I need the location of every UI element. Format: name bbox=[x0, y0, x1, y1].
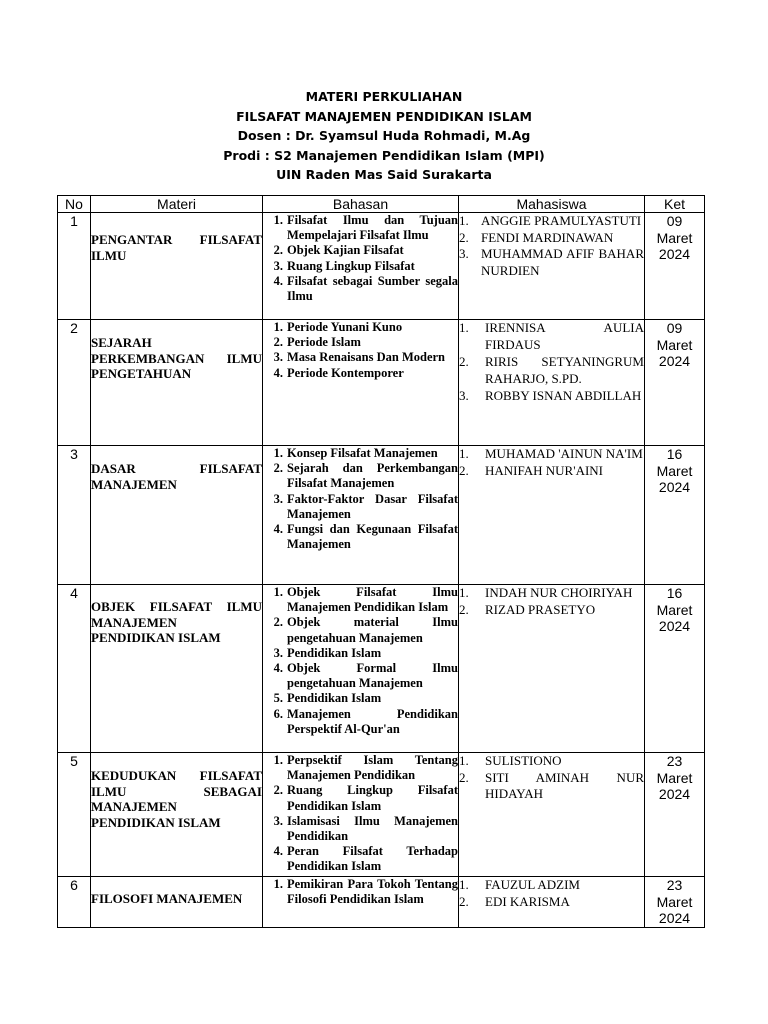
ket-day: 23 bbox=[666, 753, 683, 769]
bahasan-list bbox=[263, 877, 458, 907]
mahasiswa-list bbox=[459, 753, 644, 803]
ket-month: Maret bbox=[656, 893, 693, 910]
list-item: 3. Masa Renaisans Dan Modern bbox=[273, 350, 445, 365]
ket-month: Maret bbox=[656, 229, 693, 246]
ket-day: 16 bbox=[666, 446, 683, 462]
list-item: 4. Fungsi dan Kegunaan Filsafat Manajemen bbox=[273, 522, 458, 552]
header-university: UIN Raden Mas Said Surakarta bbox=[276, 167, 492, 182]
list-item: 2. RIRIS SETYANINGRUM RAHARJO, S.PD. bbox=[459, 354, 644, 386]
materi-title: OBJEK FILSAFAT ILMU MANAJEMEN PENDIDIKAN ISLAM bbox=[91, 599, 262, 645]
materi-title: SEJARAH PERKEMBANGAN ILMU PENGETAHUAN bbox=[91, 335, 262, 381]
table-row bbox=[58, 320, 705, 446]
list-item: 3. Pendidikan Islam bbox=[273, 645, 382, 660]
bahasan-cell bbox=[263, 320, 459, 446]
list-item: 6. Manajemen Pendidikan Perspektif Al-Qur'an bbox=[273, 706, 458, 736]
bahasan-cell bbox=[263, 213, 459, 320]
mahasiswa-cell bbox=[459, 213, 645, 320]
ket-year: 2024 bbox=[658, 353, 691, 369]
list-item: 2. HANIFAH NUR'AINI bbox=[459, 462, 604, 478]
ket-month: Maret bbox=[656, 601, 693, 618]
mahasiswa-list bbox=[459, 320, 644, 405]
materi-title: FILOSOFI MANAJEMEN bbox=[91, 891, 243, 906]
list-item: 1. Objek Filsafat Ilmu Manajemen Pendidikan Islam bbox=[273, 585, 458, 615]
list-item: 3. Faktor-Faktor Dasar Filsafat Manajemen bbox=[273, 491, 458, 521]
row-number: 5 bbox=[58, 753, 91, 877]
ket-year: 2024 bbox=[658, 910, 691, 926]
list-item: 2. SITI AMINAH NUR HIDAYAH bbox=[459, 769, 644, 802]
row-number: 6 bbox=[58, 877, 91, 928]
column-header-bahasan: Bahasan bbox=[263, 196, 459, 213]
list-item: 1. FAUZUL ADZIM bbox=[459, 877, 580, 892]
list-item: 3. MUHAMMAD AFIF BAHAR NURDIEN bbox=[459, 246, 644, 278]
header-program: Prodi : S2 Manajemen Pendidikan Islam (MPI) bbox=[223, 147, 545, 163]
list-item: 2. EDI KARISMA bbox=[459, 893, 570, 909]
ket-year: 2024 bbox=[658, 618, 691, 634]
ket-day: 09 bbox=[666, 213, 683, 229]
row-number: 4 bbox=[58, 585, 91, 753]
mahasiswa-list bbox=[459, 877, 644, 910]
ket-month: Maret bbox=[656, 462, 693, 479]
ket-day: 23 bbox=[666, 877, 683, 893]
header-title: MATERI PERKULIAHAN bbox=[305, 89, 463, 104]
list-item: 4. Filsafat sebagai Sumber segala Ilmu bbox=[273, 273, 458, 304]
bahasan-cell bbox=[263, 446, 459, 585]
materi-title: KEDUDUKAN FILSAFAT ILMU SEBAGAI MANAJEMEN PENDIDIKAN ISLAM bbox=[91, 768, 262, 830]
bahasan-list bbox=[263, 753, 458, 875]
mahasiswa-list bbox=[459, 213, 644, 279]
ket-month: Maret bbox=[656, 336, 693, 353]
table-row bbox=[58, 585, 705, 753]
column-header-mahasiswa: Mahasiswa bbox=[459, 196, 645, 213]
list-item: 2. Objek material Ilmu pengetahuan Manajemen bbox=[273, 615, 458, 645]
list-item: 1. SULISTIONO bbox=[459, 753, 562, 768]
bahasan-list bbox=[263, 320, 458, 381]
ket-cell bbox=[645, 753, 705, 877]
materi-cell bbox=[91, 320, 263, 446]
ket-cell bbox=[645, 446, 705, 585]
bahasan-cell bbox=[263, 877, 459, 928]
ket-cell bbox=[645, 320, 705, 446]
table-header-row bbox=[58, 196, 705, 213]
row-number: 3 bbox=[58, 446, 91, 585]
ket-month: Maret bbox=[656, 769, 693, 786]
list-item: 1. Perpsektif Islam Tentang Manajemen Pendidikan bbox=[273, 753, 458, 783]
row-number: 1 bbox=[58, 213, 91, 320]
materi-title: DASAR FILSAFAT MANAJEMEN bbox=[91, 461, 262, 492]
bahasan-list bbox=[263, 213, 458, 304]
materi-cell bbox=[91, 213, 263, 320]
ket-year: 2024 bbox=[658, 479, 691, 495]
ket-day: 16 bbox=[666, 585, 683, 601]
list-item: 2. FENDI MARDINAWAN bbox=[459, 229, 614, 245]
list-item: 2. Sejarah dan Perkembangan Filsafat Manajemen bbox=[273, 461, 458, 491]
course-schedule-table bbox=[57, 195, 705, 928]
bahasan-cell bbox=[263, 585, 459, 753]
list-item: 1. Periode Yunani Kuno bbox=[273, 320, 403, 334]
materi-cell bbox=[91, 585, 263, 753]
ket-year: 2024 bbox=[658, 246, 691, 262]
list-item: 1. INDAH NUR CHOIRIYAH bbox=[459, 585, 633, 600]
ket-cell bbox=[645, 213, 705, 320]
mahasiswa-cell bbox=[459, 585, 645, 753]
mahasiswa-cell bbox=[459, 877, 645, 928]
bahasan-list bbox=[263, 446, 458, 552]
list-item: 4. Periode Kontemporer bbox=[273, 365, 404, 380]
table-row bbox=[58, 753, 705, 877]
mahasiswa-cell bbox=[459, 446, 645, 585]
column-header-no: No bbox=[58, 196, 91, 213]
list-item: 4. Peran Filsafat Terhadap Pendidikan Islam bbox=[273, 844, 458, 874]
bahasan-list bbox=[263, 585, 458, 737]
list-item: 1. MUHAMAD 'AINUN NA'IM bbox=[459, 446, 643, 461]
list-item: 1. Konsep Filsafat Manajemen bbox=[273, 446, 438, 460]
column-header-ket: Ket bbox=[645, 196, 705, 213]
materi-cell bbox=[91, 446, 263, 585]
ket-day: 09 bbox=[666, 320, 683, 336]
ket-cell bbox=[645, 877, 705, 928]
list-item: 2. Periode Islam bbox=[273, 335, 361, 350]
list-item: 2. Ruang Lingkup Filsafat Pendidikan Islam bbox=[273, 783, 458, 813]
list-item: 2. Objek Kajian Filsafat bbox=[273, 243, 404, 258]
table-row bbox=[58, 877, 705, 928]
list-item: 1. Filsafat Ilmu dan Tujuan Mempelajari Filsafat Ilmu bbox=[273, 213, 458, 243]
list-item: 1. Pemikiran Para Tokoh Tentang Filosofi Pendidikan Islam bbox=[273, 877, 458, 907]
row-number: 2 bbox=[58, 320, 91, 446]
list-item: 5. Pendidikan Islam bbox=[273, 691, 382, 706]
materi-cell bbox=[91, 877, 263, 928]
list-item: 1. ANGGIE PRAMULYASTUTI bbox=[459, 213, 642, 228]
table-row bbox=[58, 213, 705, 320]
mahasiswa-list bbox=[459, 446, 644, 479]
list-item: 3. Ruang Lingkup Filsafat bbox=[273, 258, 415, 273]
list-item: 3. Islamisasi Ilmu Manajemen Pendidikan bbox=[273, 813, 458, 844]
materi-cell bbox=[91, 753, 263, 877]
table-row bbox=[58, 446, 705, 585]
list-item: 1. IRENNISA AULIA FIRDAUS bbox=[459, 320, 644, 352]
list-item: 4. Objek Formal Ilmu pengetahuan Manajemen bbox=[273, 661, 458, 691]
column-header-materi: Materi bbox=[91, 196, 263, 213]
header-course: FILSAFAT MANAJEMEN PENDIDIKAN ISLAM bbox=[236, 108, 532, 124]
bahasan-cell bbox=[263, 753, 459, 877]
mahasiswa-cell bbox=[459, 320, 645, 446]
list-item: 2. RIZAD PRASETYO bbox=[459, 601, 596, 617]
mahasiswa-cell bbox=[459, 753, 645, 877]
list-item: 3. ROBBY ISNAN ABDILLAH bbox=[459, 388, 642, 404]
ket-year: 2024 bbox=[658, 786, 691, 802]
document-header bbox=[0, 87, 768, 185]
header-lecturer: Dosen : Dr. Syamsul Huda Rohmadi, M.Ag bbox=[237, 128, 531, 143]
ket-cell bbox=[645, 585, 705, 753]
materi-title: PENGANTAR FILSAFAT ILMU bbox=[91, 232, 262, 263]
mahasiswa-list bbox=[459, 585, 644, 618]
